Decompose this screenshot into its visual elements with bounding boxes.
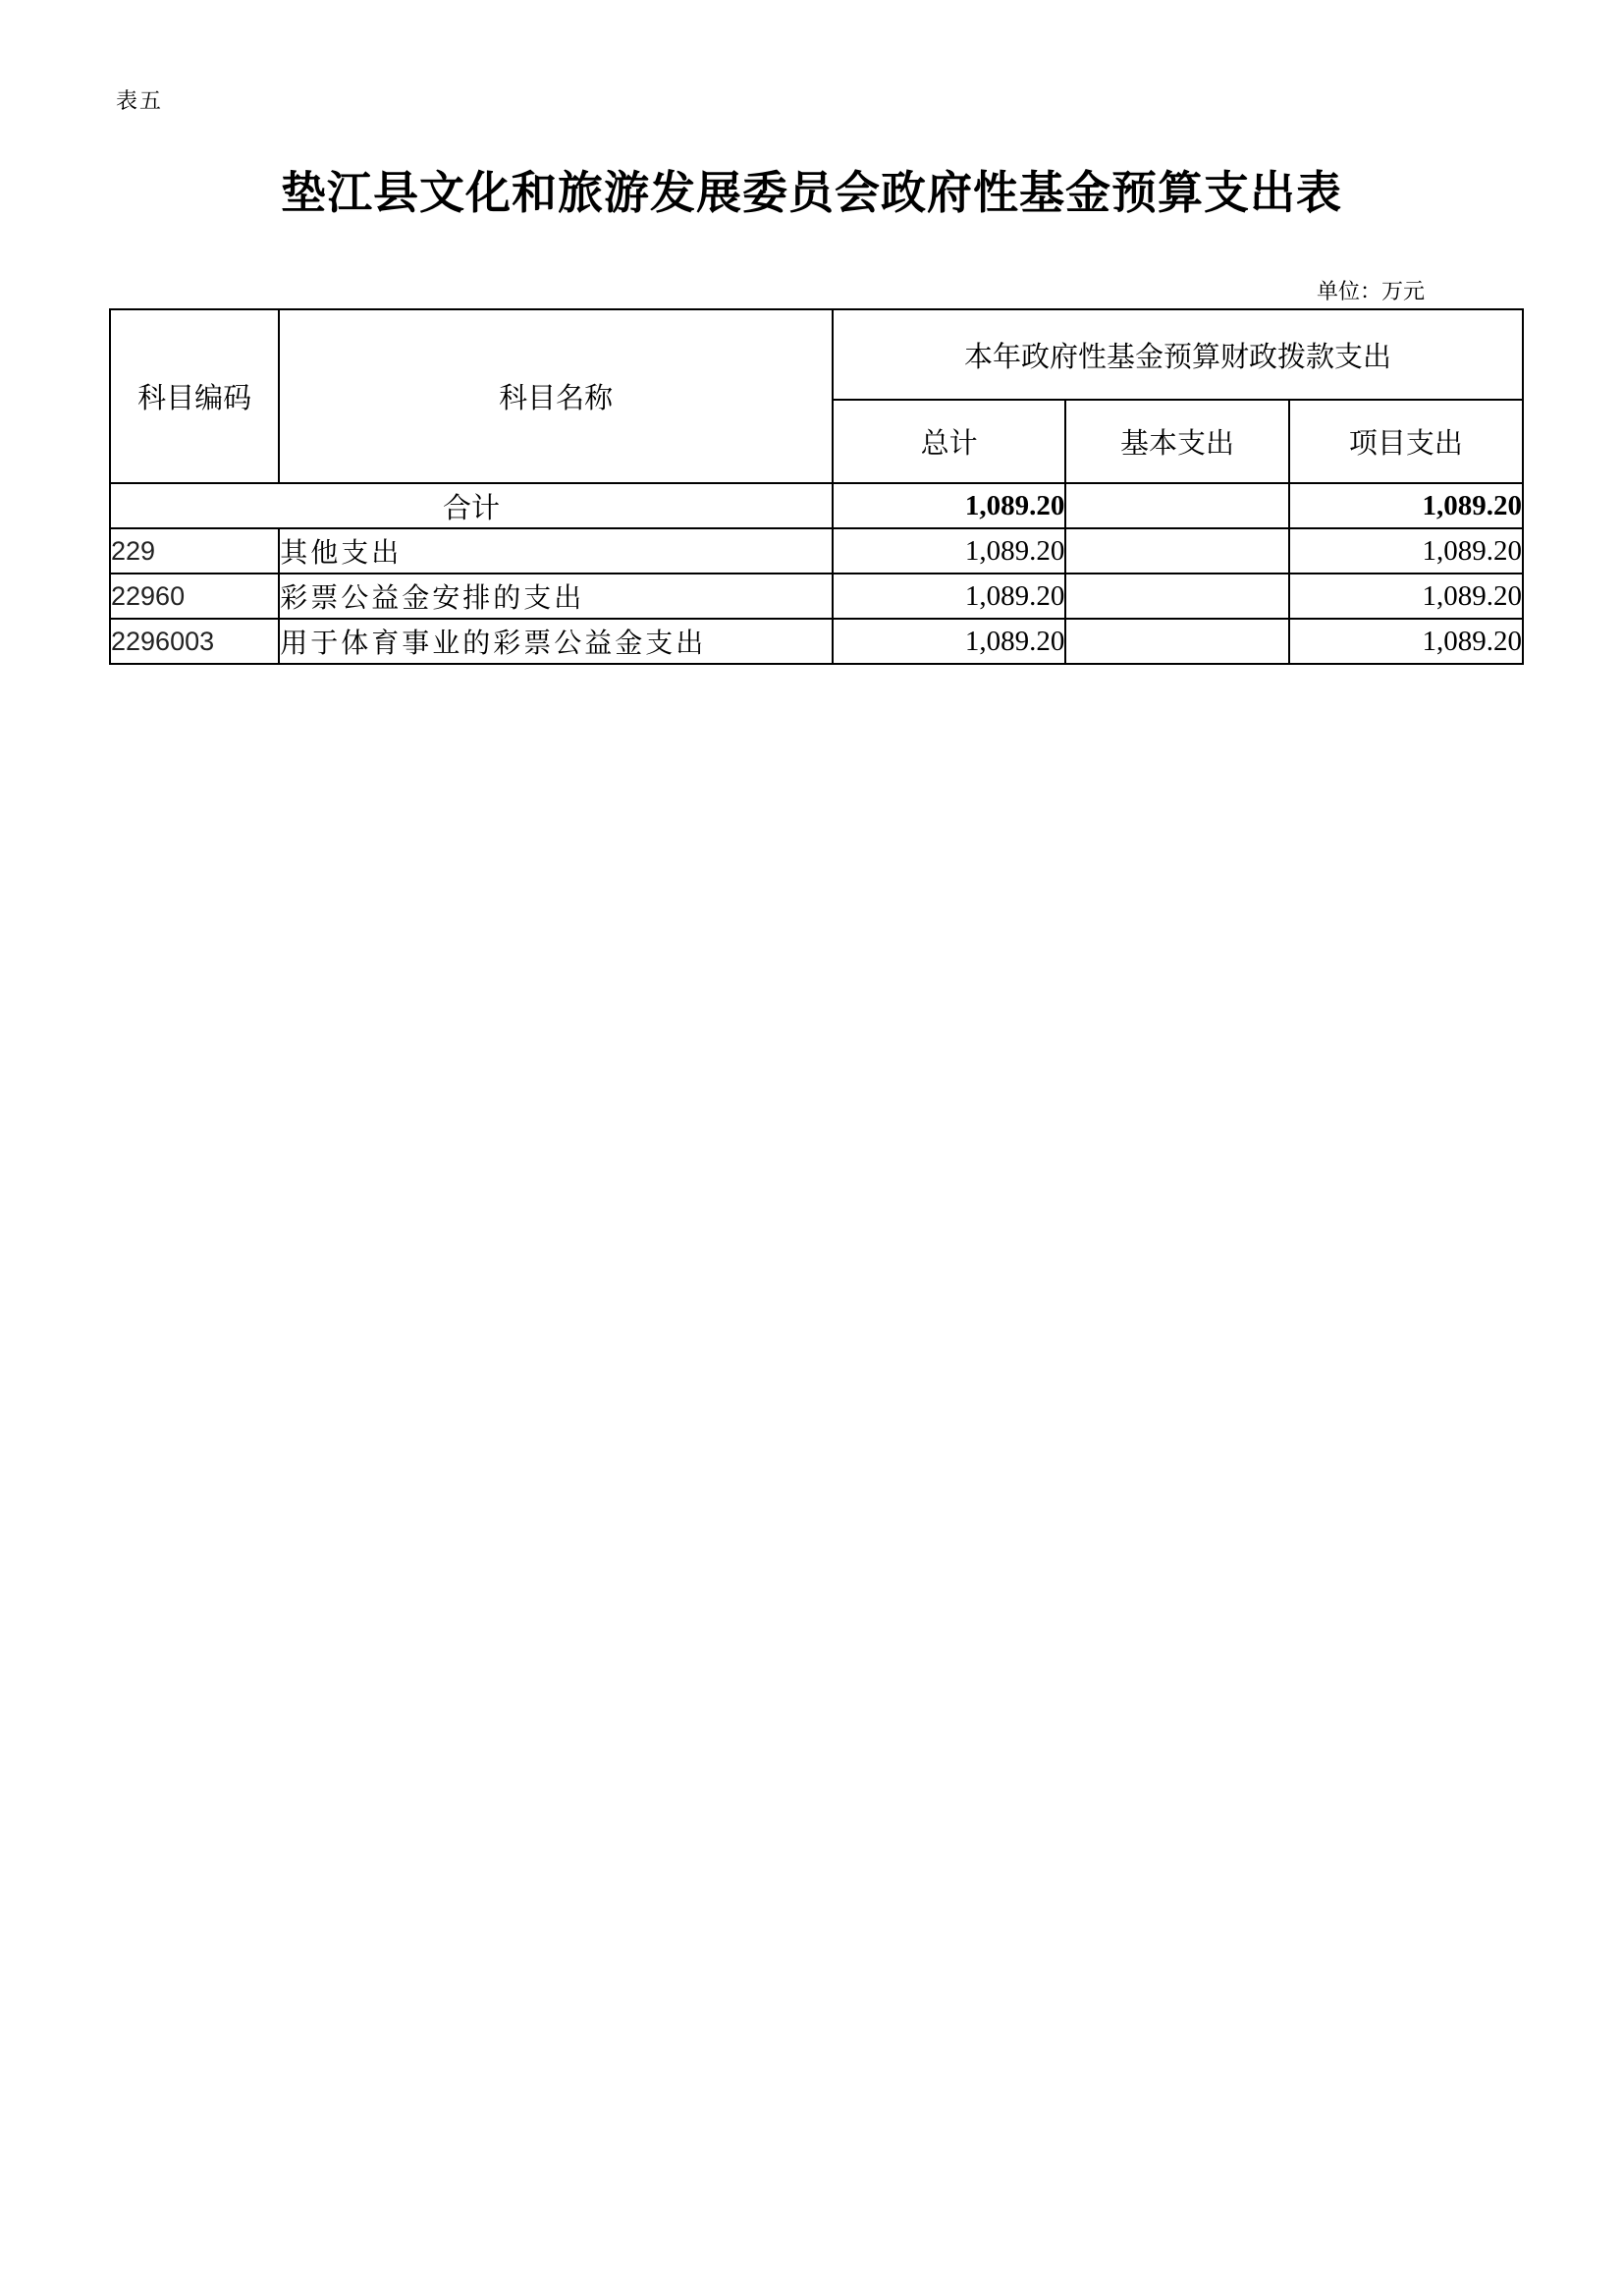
row-basic [1065, 619, 1288, 664]
row-total: 1,089.20 [833, 574, 1065, 619]
row-code: 22960 [110, 574, 279, 619]
row-name: 其他支出 [279, 528, 833, 574]
sum-project: 1,089.20 [1289, 483, 1523, 528]
table-row [110, 528, 1523, 574]
row-total: 1,089.20 [833, 528, 1065, 574]
header-project: 项目支出 [1289, 400, 1523, 483]
row-basic [1065, 574, 1288, 619]
table-number: 表五 [116, 89, 164, 114]
header-total: 总计 [833, 400, 1065, 483]
header-group: 本年政府性基金预算财政拨款支出 [833, 309, 1523, 400]
page-title: 垫江县文化和旅游发展委员会政府性基金预算支出表 [281, 166, 1342, 219]
sum-total: 1,089.20 [833, 483, 1065, 528]
table-row [110, 619, 1523, 664]
sum-label: 合计 [110, 483, 833, 528]
sum-basic [1065, 483, 1288, 528]
header-row-top [110, 309, 1523, 400]
header-basic: 基本支出 [1065, 400, 1288, 483]
row-name: 用于体育事业的彩票公益金支出 [279, 619, 833, 664]
row-project: 1,089.20 [1289, 528, 1523, 574]
budget-table [109, 308, 1524, 665]
row-basic [1065, 528, 1288, 574]
sum-row [110, 483, 1523, 528]
row-project: 1,089.20 [1289, 574, 1523, 619]
row-name: 彩票公益金安排的支出 [279, 574, 833, 619]
unit-label: 单位：万元 [1316, 280, 1425, 304]
header-code: 科目编码 [110, 309, 279, 483]
row-code: 229 [110, 528, 279, 574]
header-name: 科目名称 [279, 309, 833, 483]
table-row [110, 574, 1523, 619]
row-project: 1,089.20 [1289, 619, 1523, 664]
row-total: 1,089.20 [833, 619, 1065, 664]
row-code: 2296003 [110, 619, 279, 664]
